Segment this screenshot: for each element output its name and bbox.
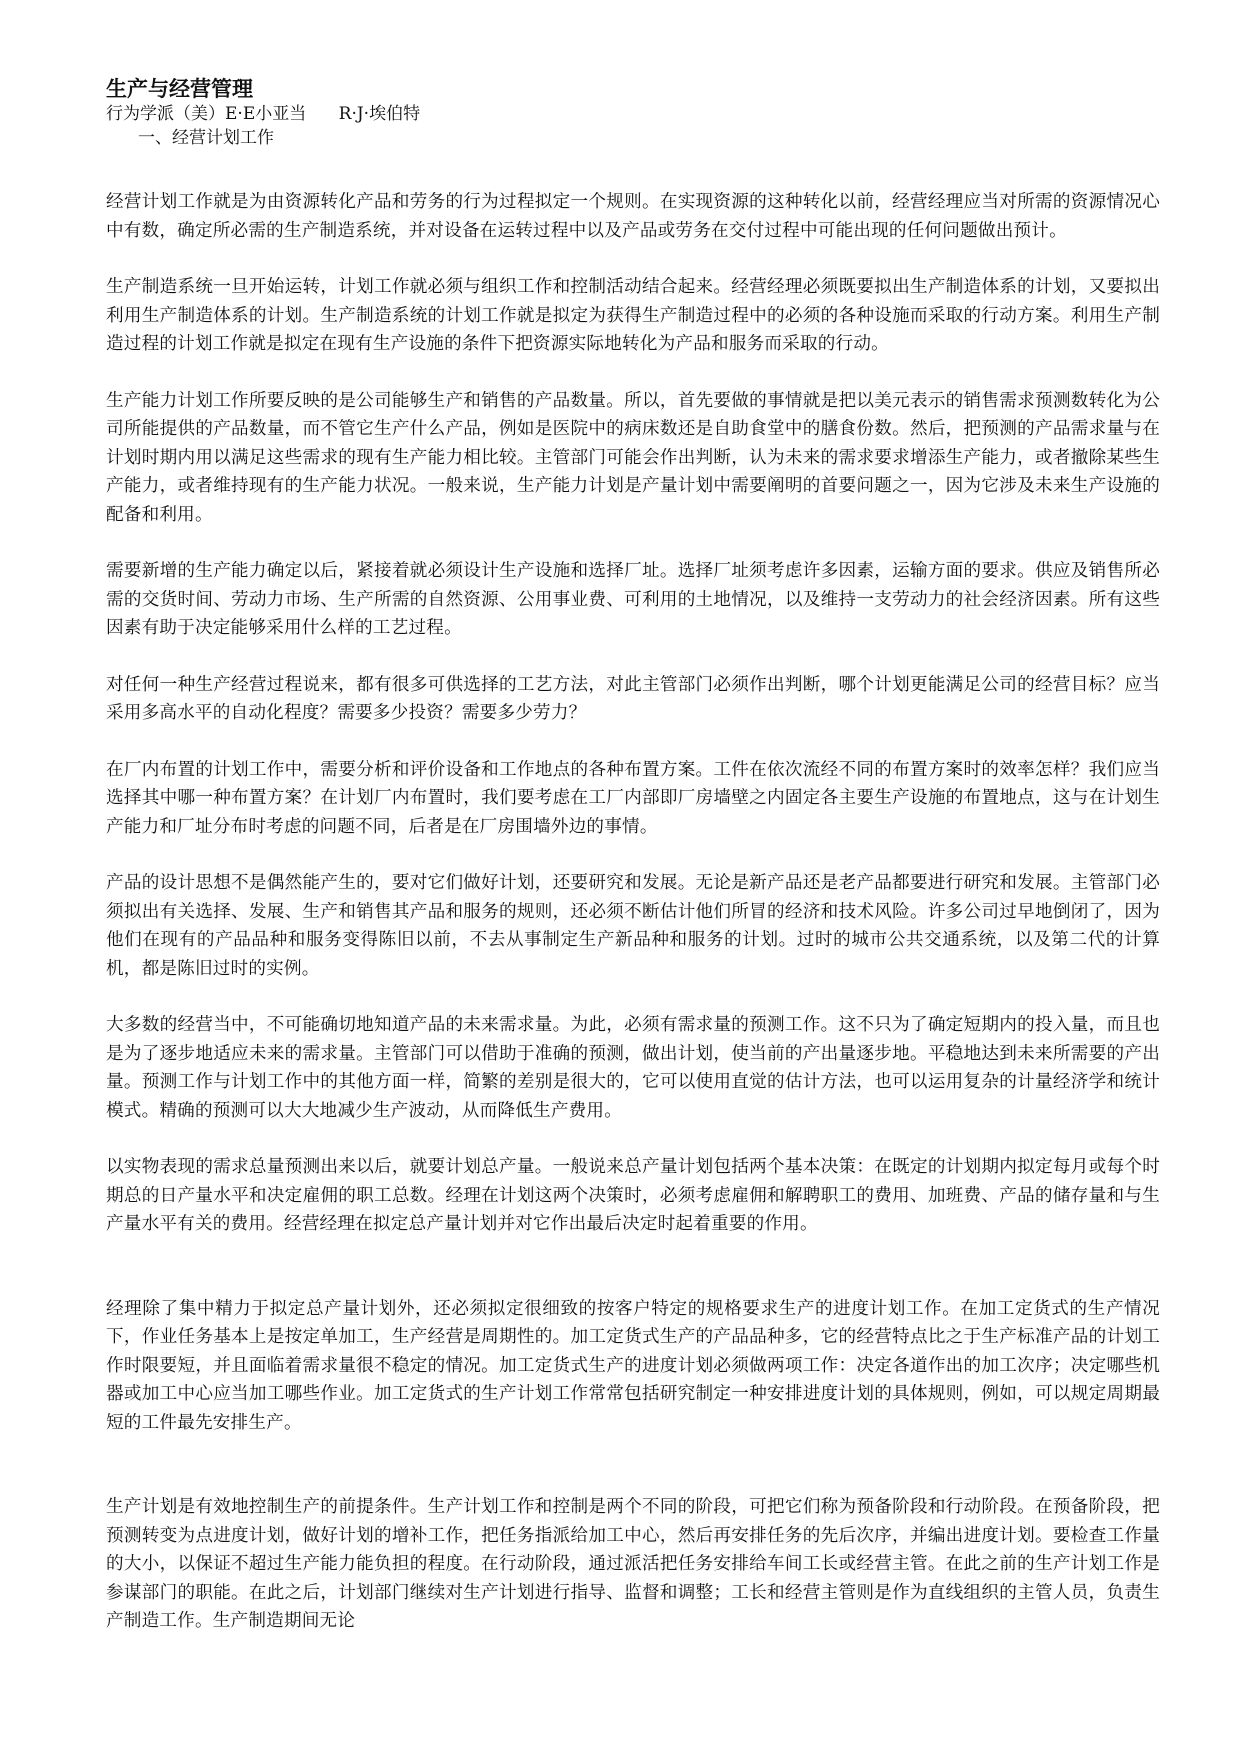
paragraph: 生产制造系统一旦开始运转，计划工作就必须与组织工作和控制活动结合起来。经营经理必须既要拟出生产制造体系的计划，又要拟出利用生产制造体系的计划。生产制造系统的计划工作就是拟定为获得生产制造过程中的必须的各种设施而采取的行动方案。利用生产制造过程的计划工作就是拟定在现有生产设施的条件下把资源实际地转化为产品和服务而采取的行动。 [106, 277, 1160, 354]
paragraph: 对任何一种生产经营过程说来，都有很多可供选择的工艺方法，对此主管部门必须作出判断，哪个计划更能满足公司的经营目标？应当采用多高水平的自动化程度？需要多少投资？需要多少劳力？ [106, 674, 1160, 723]
section-heading: 一、经营计划工作 [138, 128, 274, 148]
document-body [106, 188, 1160, 1636]
paragraph: 经营计划工作就是为由资源转化产品和劳务的行为过程拟定一个规则。在实现资源的这种转化以前，经营经理应当对所需的资源情况心中有数，确定所必需的生产制造系统，并对设备在运转过程中以及产品或劳务在交付过程中可能出现的任何问题做出预计。 [106, 192, 1160, 241]
paragraph: 经理除了集中精力于拟定总产量计划外，还必须拟定很细致的按客户特定的规格要求生产的进度计划工作。在加工定货式的生产情况下，作业任务基本上是按定单加工，生产经营是周期性的。加工定货式生产的产品品种多，它的经营特点比之于生产标准产品的计划工作时限要短，并且面临着需求量很不稳定的情况。加工定货式生产的进度计划必须做两项工作：决定各道作出的加工次序；决定哪些机器或加工中心应当加工哪些作业。加工定货式的生产计划工作常常包括研究制定一种安排进度计划的具体规则，例如，可以规定周期最短的工件最先安排生产。 [106, 1298, 1160, 1433]
paragraph: 产品的设计思想不是偶然能产生的，要对它们做好计划，还要研究和发展。无论是新产品还是老产品都要进行研究和发展。主管部门必须拟出有关选择、发展、生产和销售其产品和服务的规则，还必须不断估计他们所冒的经济和技术风险。许多公司过早地倒闭了，因为他们在现有的产品品种和服务变得陈旧以前，不去从事制定生产新品种和服务的计划。过时的城市公共交通系统，以及第二代的计算机，都是陈旧过时的实例。 [106, 873, 1160, 979]
paragraph: 大多数的经营当中，不可能确切地知道产品的未来需求量。为此，必须有需求量的预测工作。这不只为了确定短期内的投入量，而且也是为了逐步地适应未来的需求量。主管部门可以借助于准确的预测，做出计划，使当前的产出量逐步地。平稳地达到未来所需要的产出量。预测工作与计划工作中的其他方面一样，简繁的差别是很大的，它可以使用直觉的估计方法，也可以运用复杂的计量经济学和统计模式。精确的预测可以大大地减少生产波动，从而降低生产费用。 [106, 1015, 1160, 1121]
paragraph: 生产计划是有效地控制生产的前提条件。生产计划工作和控制是两个不同的阶段，可把它们称为预备阶段和行动阶段。在预备阶段，把预测转变为点进度计划，做好计划的增补工作，把任务指派给加工中心，然后再安排任务的先后次序，并编出进度计划。要检查工作量的大小，以保证不超过生产能力能负担的程度。在行动阶段，通过派活把任务安排给车间工长或经营主管。在此之前的生产计划工作是参谋部门的职能。在此之后，计划部门继续对生产计划进行指导、监督和调整；工长和经营主管则是作为直线组织的主管人员，负责生产制造工作。生产制造期间无论 [106, 1497, 1160, 1631]
paragraph: 以实物表现的需求总量预测出来以后，就要计划总产量。一般说来总产量计划包括两个基本决策：在既定的计划期内拟定每月或每个时期总的日产量水平和决定雇佣的职工总数。经理在计划这两个决策时，必须考虑雇佣和解聘职工的费用、加班费、产品的储存量和与生产量水平有关的费用。经营经理在拟定总产量计划并对它作出最后决定时起着重要的作用。 [106, 1157, 1160, 1234]
document-page [106, 76, 1160, 1664]
paragraph: 需要新增的生产能力确定以后，紧接着就必须设计生产设施和选择厂址。选择厂址须考虑许多因素，运输方面的要求。供应及销售所必需的交货时间、劳动力市场、生产所需的自然资源、公用事业费、可利用的土地情况，以及维持一支劳动力的社会经济因素。所有这些因素有助于决定能够采用什么样的工艺过程。 [106, 561, 1160, 638]
paragraph: 生产能力计划工作所要反映的是公司能够生产和销售的产品数量。所以，首先要做的事情就是把以美元表示的销售需求预测数转化为公司所能提供的产品数量，而不管它生产什么产品，例如是医院中的病床数还是自助食堂中的膳食份数。然后，把预测的产品需求量与在计划时期内用以满足这些需求的现有生产能力相比较。主管部门可能会作出判断，认为未来的需求要求增添生产能力，或者撤除某些生产能力，或者维持现有的生产能力状况。一般来说，生产能力计划是产量计划中需要阐明的首要问题之一，因为它涉及未来生产设施的配备和利用。 [106, 390, 1160, 525]
document-authors: 行为学派（美）E·E小亚当 R·J·埃伯特 [106, 104, 421, 124]
paragraph: 在厂内布置的计划工作中，需要分析和评价设备和工作地点的各种布置方案。工件在依次流经不同的布置方案时的效率怎样？我们应当选择其中哪一种布置方案？在计划厂内布置时，我们要考虑在工厂内部即厂房墙壁之内固定各主要生产设施的布置地点，这与在计划生产能力和厂址分布时考虑的问题不同，后者是在厂房围墙外边的事情。 [106, 759, 1160, 837]
document-title: 生产与经营管理 [106, 77, 253, 101]
